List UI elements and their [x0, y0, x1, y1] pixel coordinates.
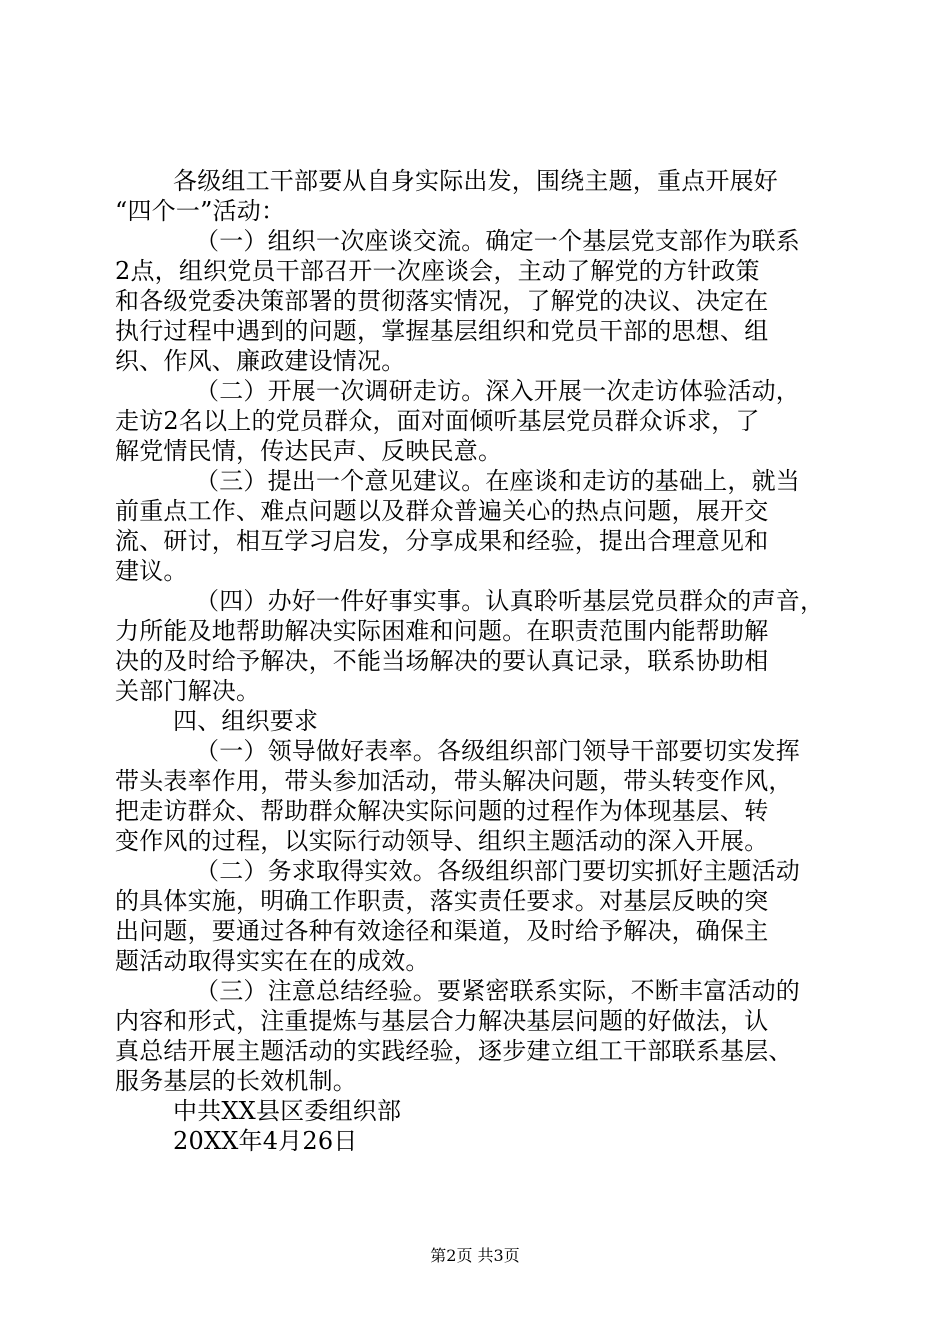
text-line: （一）组织一次座谈交流。确定一个基层党支部作为联系: [195, 227, 800, 255]
page-indicator: 第2页 共3页: [430, 1246, 520, 1265]
text-line: 变作风的过程，以实际行动领导、组织主题活动的深入开展。: [115, 827, 769, 855]
text-line: 中共XX县区委组织部: [173, 1097, 402, 1125]
text-line: （二）开展一次调研走访。深入开展一次走访体验活动，: [195, 377, 800, 405]
text-line: 力所能及地帮助解决实际困难和问题。在职责范围内能帮助解: [115, 617, 769, 645]
text-line: 和各级党委决策部署的贯彻落实情况，了解党的决议、决定在: [115, 287, 769, 315]
page-footer: [0, 1246, 950, 1266]
text-line: （四）办好一件好事实事。认真聆听基层党员群众的声音，: [195, 587, 825, 615]
text-line: 的具体实施，明确工作职责，落实责任要求。对基层反映的突: [115, 887, 769, 915]
text-line: 把走访群众、帮助群众解决实际问题的过程作为体现基层、转: [115, 797, 769, 825]
text-line: （三）提出一个意见建议。在座谈和走访的基础上，就当: [195, 467, 800, 495]
text-line: 各级组工干部要从自身实际出发，围绕主题，重点开展好: [173, 167, 778, 195]
text-line: 四、组织要求: [173, 707, 319, 735]
text-line: 建议。: [115, 557, 188, 585]
text-line: 服务基层的长效机制。: [115, 1067, 357, 1095]
document-body: [115, 166, 835, 1156]
text-line: 解党情民情，传达民声、反映民意。: [115, 437, 503, 465]
text-line: 前重点工作、难点问题以及群众普遍关心的热点问题，展开交: [115, 497, 769, 525]
text-line: （三）注意总结经验。要紧密联系实际，不断丰富活动的: [195, 977, 800, 1005]
text-line: 题活动取得实实在在的成效。: [115, 947, 430, 975]
text-line: 2点，组织党员干部召开一次座谈会，主动了解党的方针政策: [115, 257, 760, 285]
text-line: 执行过程中遇到的问题，掌握基层组织和党员干部的思想、组: [115, 317, 769, 345]
text-line: “四个一”活动：: [115, 197, 286, 225]
text-line: 关部门解决。: [115, 677, 261, 705]
text-line: 决的及时给予解决，不能当场解决的要认真记录，联系协助相: [115, 647, 769, 675]
text-line: 带头表率作用，带头参加活动，带头解决问题，带头转变作风，: [115, 767, 793, 795]
text-line: 出问题，要通过各种有效途径和渠道，及时给予解决，确保主: [115, 917, 769, 945]
text-line: （二）务求取得实效。各级组织部门要切实抓好主题活动: [195, 857, 800, 885]
text-line: 流、研讨，相互学习启发，分享成果和经验，提出合理意见和: [115, 527, 769, 555]
text-line: （一）领导做好表率。各级组织部门领导干部要切实发挥: [195, 737, 800, 765]
text-line: 织、作风、廉政建设情况。: [115, 347, 406, 375]
text-line: 内容和形式，注重提炼与基层合力解决基层问题的好做法，认: [115, 1007, 769, 1035]
text-line: 真总结开展主题活动的实践经验，逐步建立组工干部联系基层、: [115, 1037, 793, 1065]
text-line: 20XX年4月26日: [173, 1127, 358, 1155]
text-line: 走访2名以上的党员群众，面对面倾听基层党员群众诉求，了: [115, 407, 760, 435]
